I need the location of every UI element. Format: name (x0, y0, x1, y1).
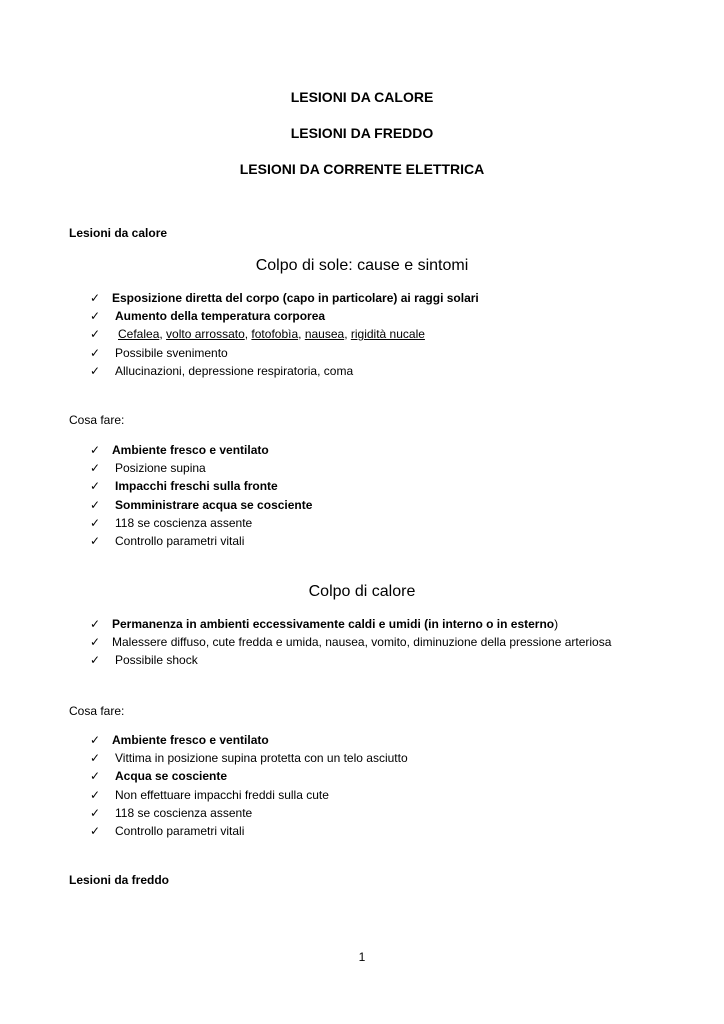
list-item: ✓ 118 se coscienza assente (90, 805, 253, 820)
list-item: ✓ Possibile shock (90, 653, 198, 668)
list-item: ✓ Ambiente fresco e ventilato (90, 443, 269, 457)
check-icon: ✓ (90, 653, 101, 668)
title-lesioni-calore: LESIONI DA CALORE (290, 89, 434, 105)
check-icon: ✓ (90, 533, 101, 548)
check-icon: ✓ (90, 291, 101, 305)
list-item: ✓ Ambiente fresco e ventilato (90, 733, 269, 747)
causes-list (90, 615, 611, 670)
check-icon: ✓ (90, 345, 101, 360)
list-item: ✓ Possibile svenimento (90, 345, 228, 360)
link-fotofobia[interactable]: fotofobìa (251, 327, 299, 342)
cosa-fare-label: Cosa fare: (69, 413, 125, 427)
title-lesioni-freddo: LESIONI DA FREDDO (290, 125, 434, 141)
check-icon: ✓ (90, 787, 101, 802)
list-item: ✓ Posizione supina (90, 461, 206, 476)
heading-colpo-di-sole: Colpo di sole: cause e sintomi (255, 257, 469, 274)
list-item: ✓ Allucinazioni, depressione respiratoria, coma (90, 363, 354, 378)
check-icon: ✓ (90, 805, 101, 820)
check-icon: ✓ (90, 823, 101, 838)
link-volto-arrossato[interactable]: volto arrossato (166, 327, 245, 342)
title-lesioni-corrente: LESIONI DA CORRENTE ELETTRICA (239, 161, 485, 177)
list-item: ✓ 118 se coscienza assente (90, 515, 253, 530)
list-item: ✓ Esposizione diretta del corpo (capo in particolare) ai raggi solari (90, 291, 479, 305)
cosa-fare-label: Cosa fare: (69, 704, 125, 718)
check-icon: ✓ (90, 309, 101, 324)
heading-colpo-di-calore: Colpo di calore (308, 583, 416, 600)
list-item: ✓ Controllo parametri vitali (90, 823, 245, 838)
list-item: ✓ Cefalea, volto arrossato, fotofobìa, nausea, rigidità nucale (90, 327, 425, 342)
check-icon: ✓ (90, 515, 101, 530)
check-icon: ✓ (90, 479, 101, 494)
list-item: ✓ Permanenza in ambienti eccessivamente caldi e umidi (in interno o in esterno) (90, 617, 559, 631)
check-icon: ✓ (90, 327, 101, 342)
check-icon: ✓ (90, 461, 101, 476)
link-rigidita-nucale[interactable]: rigidità nucale (350, 327, 425, 342)
link-cefalea[interactable]: Cefalea (118, 327, 160, 342)
list-item: ✓ Acqua se cosciente (90, 769, 228, 784)
list-item: ✓ Aumento della temperatura corporea (90, 309, 326, 324)
check-icon: ✓ (90, 733, 101, 747)
list-item: ✓ Non effettuare impacchi freddi sulla cute (90, 787, 329, 802)
section-label-freddo: Lesioni da freddo (69, 873, 170, 887)
cosa-fare-list (90, 731, 408, 840)
check-icon: ✓ (90, 751, 101, 766)
section-label-calore: Lesioni da calore (69, 226, 168, 240)
check-icon: ✓ (90, 635, 101, 650)
link-nausea[interactable]: nausea (304, 327, 345, 342)
check-icon: ✓ (90, 617, 101, 631)
main-titles (0, 88, 724, 196)
list-item: ✓ Vittima in posizione supina protetta con un telo asciutto (90, 751, 408, 766)
list-item: ✓ Malessere diffuso, cute fredda e umida, nausea, vomito, diminuzione della pressione arteriosa (90, 635, 612, 650)
symptoms-list (90, 289, 479, 380)
cosa-fare-list (90, 441, 312, 550)
list-item: ✓ Impacchi freschi sulla fronte (90, 479, 278, 494)
list-item: ✓ Controllo parametri vitali (90, 533, 245, 548)
list-item: ✓ Somministrare acqua se cosciente (90, 497, 313, 512)
check-icon: ✓ (90, 363, 101, 378)
page-number: 1 (358, 950, 366, 964)
check-icon: ✓ (90, 497, 101, 512)
check-icon: ✓ (90, 769, 101, 784)
check-icon: ✓ (90, 443, 101, 457)
